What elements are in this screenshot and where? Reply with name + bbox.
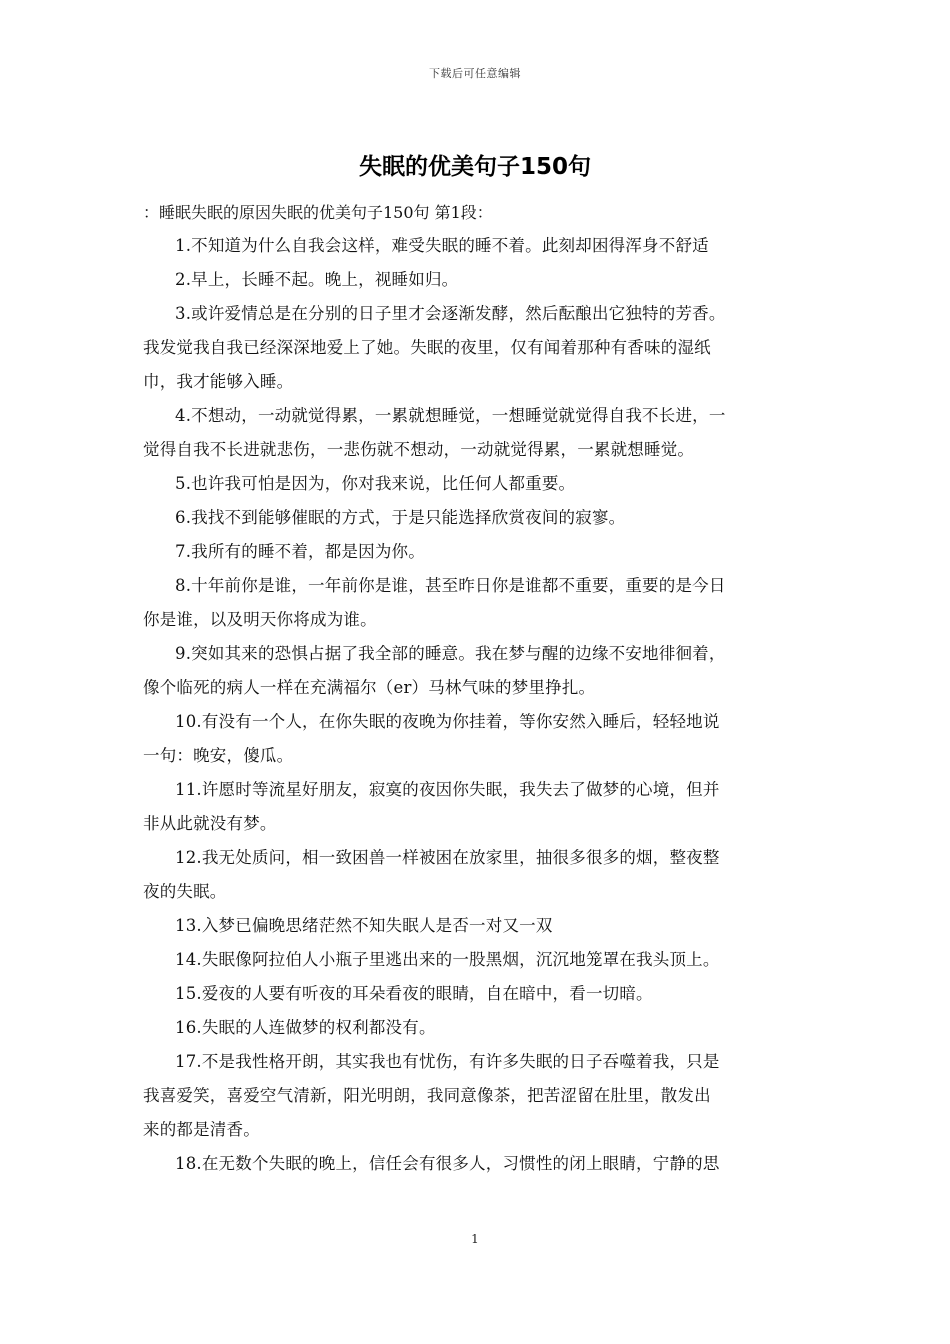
list-item bbox=[143, 297, 808, 399]
list-item bbox=[143, 399, 808, 467]
sentence-list bbox=[143, 229, 808, 1181]
sentence-line-first: 16.失眠的人连做梦的权利都没有。 bbox=[175, 1018, 436, 1037]
sentence-line-first: 4.不想动，一动就觉得累，一累就想睡觉，一想睡觉就觉得自我不长进，一 bbox=[175, 406, 726, 425]
list-item bbox=[143, 977, 808, 1011]
list-item bbox=[143, 943, 808, 977]
list-item bbox=[143, 909, 808, 943]
sentence-line-first: 5.也许我可怕是因为，你对我来说，比任何人都重要。 bbox=[175, 474, 576, 493]
list-item bbox=[143, 467, 808, 501]
sentence-line-first: 13.入梦已偏晚思绪茫然不知失眠人是否一对又一双 bbox=[175, 916, 553, 935]
sentence-line-continued: 我发觉我自我已经深深地爱上了她。失眠的夜里，仅有闻着那种有香味的湿纸 bbox=[143, 338, 711, 357]
sentence-line-first: 18.在无数个失眠的晚上，信任会有很多人，习惯性的闭上眼睛，宁静的思 bbox=[175, 1154, 720, 1173]
sentence-line-continued: 觉得自我不长进就悲伤，一悲伤就不想动，一动就觉得累，一累就想睡觉。 bbox=[143, 440, 695, 459]
list-item bbox=[143, 263, 808, 297]
list-item bbox=[143, 1147, 808, 1181]
list-item bbox=[143, 535, 808, 569]
list-item bbox=[143, 1045, 808, 1147]
sentence-line-continued: 巾，我才能够入睡。 bbox=[143, 372, 294, 391]
sentence-line-first: 8.十年前你是谁，一年前你是谁，甚至昨日你是谁都不重要，重要的是今日 bbox=[175, 576, 726, 595]
sentence-line-first: 7.我所有的睡不着，都是因为你。 bbox=[175, 542, 425, 561]
sentence-line-continued: 非从此就没有梦。 bbox=[143, 814, 277, 833]
sentence-line-first: 10.有没有一个人，在你失眠的夜晚为你挂着，等你安然入睡后，轻轻地说 bbox=[175, 712, 720, 731]
sentence-line-first: 3.或许爱情总是在分别的日子里才会逐渐发酵，然后酝酿出它独特的芳香。 bbox=[175, 304, 726, 323]
page-number: 1 bbox=[471, 1232, 479, 1246]
header-note: 下载后可任意编辑 bbox=[429, 67, 521, 80]
list-item bbox=[143, 841, 808, 909]
sentence-line-continued: 夜的失眠。 bbox=[143, 882, 227, 901]
sentence-line-first: 9.突如其来的恐惧占据了我全部的睡意。我在梦与醒的边缘不安地徘徊着， bbox=[175, 644, 726, 663]
list-item bbox=[143, 637, 808, 705]
sentence-line-continued: 我喜爱笑，喜爱空气清新，阳光明朗，我同意像茶，把苦涩留在肚里，散发出 bbox=[143, 1086, 711, 1105]
sentence-line-first: 1.不知道为什么自我会这样，难受失眠的睡不着。此刻却困得浑身不舒适 bbox=[175, 236, 709, 255]
list-item bbox=[143, 569, 808, 637]
list-item bbox=[143, 501, 808, 535]
list-item bbox=[143, 1011, 808, 1045]
sentence-line-continued: 你是谁，以及明天你将成为谁。 bbox=[143, 610, 377, 629]
list-item bbox=[143, 773, 808, 841]
sentence-line-first: 17.不是我性格开朗，其实我也有忧伤，有许多失眠的日子吞噬着我，只是 bbox=[175, 1052, 720, 1071]
sentence-line-first: 6.我找不到能够催眠的方式，于是只能选择欣赏夜间的寂寥。 bbox=[175, 508, 626, 527]
sentence-line-continued: 一句：晚安，傻瓜。 bbox=[143, 746, 294, 765]
document-body bbox=[143, 197, 808, 1181]
sentence-line-first: 11.许愿时等流星好朋友，寂寞的夜因你失眠，我失去了做梦的心境，但并 bbox=[175, 780, 720, 799]
sentence-line-first: 15.爱夜的人要有听夜的耳朵看夜的眼睛，自在暗中，看一切暗。 bbox=[175, 984, 653, 1003]
list-item bbox=[143, 229, 808, 263]
sentence-line-continued: 来的都是清香。 bbox=[143, 1120, 260, 1139]
sentence-line-first: 14.失眠像阿拉伯人小瓶子里逃出来的一股黑烟，沉沉地笼罩在我头顶上。 bbox=[175, 950, 720, 969]
document-title: 失眠的优美句子150句 bbox=[358, 154, 591, 180]
sentence-line-continued: 像个临死的病人一样在充满福尔（er）马林气味的梦里挣扎。 bbox=[143, 678, 596, 697]
intro-line: ：睡眠失眠的原因失眠的优美句子150句 第1段： bbox=[143, 203, 493, 222]
sentence-line-first: 12.我无处质问，相一致困兽一样被困在放家里，抽很多很多的烟，整夜整 bbox=[175, 848, 720, 867]
sentence-line-first: 2.早上，长睡不起。晚上，视睡如归。 bbox=[175, 270, 459, 289]
list-item bbox=[143, 705, 808, 773]
